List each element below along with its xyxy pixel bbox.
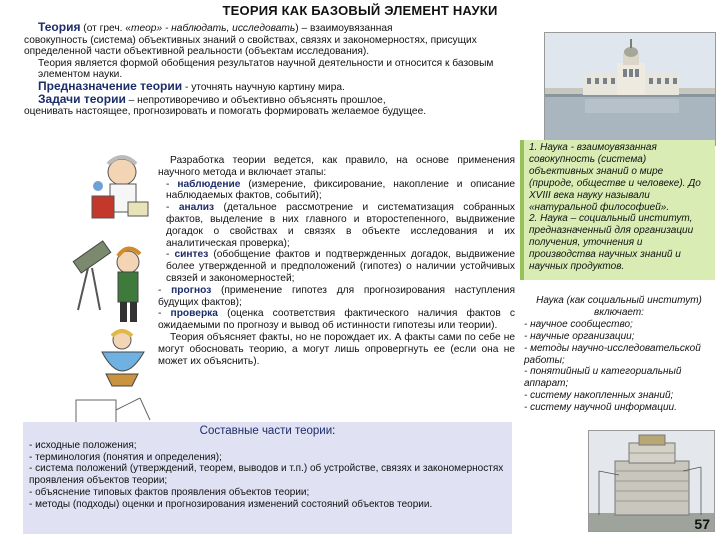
list-item: - научные организации; [524, 330, 635, 342]
list-item: - объяснение типовых фактов проявления объектов теории; [29, 486, 310, 498]
tasks-text-2: оценивать настоящее, прогнозировать и помогать формировать желаемое будущее. [24, 106, 427, 118]
method-keyword: анализ [178, 202, 215, 214]
list-item: - методы (подходы) оценки и прогнозирования изменений состояний объектов теории. [29, 498, 433, 510]
purpose-term: Предназначение теории [38, 78, 183, 93]
list-item: - исходные положения; [29, 439, 137, 451]
science-institute-list [524, 295, 714, 414]
method-keyword: синтез [174, 249, 209, 261]
list-item: - систему накопленных знаний; [524, 390, 674, 402]
theory-components-box [23, 422, 512, 534]
method-item: - прогноз (применение гипотез для прогнозирования наступления будущих фактов); [158, 284, 515, 308]
components-heading-suffix: : [332, 425, 336, 437]
theory-term: Теория [38, 20, 81, 34]
scientists-clipart [70, 150, 158, 440]
tasks-term: Задачи теории [38, 91, 126, 106]
purpose-text: - уточнять научную картину мира. [182, 81, 345, 93]
page-number: 57 [694, 516, 710, 532]
method-item: - проверка (оценка соответствия фактического наличия фактов с ожидаемыми по прогнозу и вывод об истинности гипотезы или теории). [158, 308, 515, 332]
list-item: - научное сообщество; [524, 318, 633, 330]
list-item: - методы научно-исследовательской работы; [524, 342, 701, 366]
science-def-1: 1. Наука - взаимоувязанная совокупность (система) объективных знаний о мире (природе, обществе и человеке). До XVIII века науку называли «натуральной философией». [529, 142, 701, 213]
method-keyword: проверка [170, 308, 218, 320]
tasks-text: – непротиворечиво и объективно объяснять прошлое, [125, 94, 386, 106]
etym-post: ) – взаимоувязанная [295, 23, 393, 34]
theory-definition: совокупность (система) объективных знаний о свойствах, связях и закономерностях, присущих определенной части объективной реальности (объектам исследования). [24, 34, 477, 58]
method-keyword: наблюдение [177, 178, 241, 190]
method-closing: Теория объясняет факты, но не порождает их. А факты сами по себе не могут обосновать теорию, а могут лишь опровергнуть ее (если она не может их объяснить). [158, 331, 515, 367]
components-heading: Составные части теории [199, 425, 333, 437]
intro-section [24, 22, 529, 118]
science-def-2: 2. Наука – социальный институт, предназначенный для организации получения, уточнения и производства научных знаний и научных продуктов. [529, 213, 694, 273]
method-keyword: прогноз [171, 284, 212, 296]
list-item: - систему научной информации. [524, 402, 677, 414]
etym-pre: (от греч. « [83, 23, 131, 34]
science-definition-box [520, 140, 715, 280]
list-item: - терминология (понятия и определения); [29, 451, 222, 463]
method-item: - анализ (детальное рассмотрение и систематизация собранных фактов, выделение в них главного и второстепенного, выдвижение догадок о свойствах и связях в объекте исследования и их аналитическая проверка); [166, 202, 515, 249]
theory-form: Теория является формой обобщения результатов научной деятельности и относится к базовым элементом науки. [38, 57, 494, 81]
list-item: - система положений (утверждений, теорем, выводов и т.п.) об устройстве, связях и закономерностях проявления объектов теории; [29, 463, 504, 487]
method-lead: Разработка теории ведется, как правило, на основе применения научного метода и включает этапы: [158, 155, 515, 178]
etym-word: теор» - наблюдать, исследовать [130, 23, 296, 34]
science-institute-heading: Наука (как социальный институт) включает: [536, 295, 702, 318]
method-section [158, 155, 515, 367]
list-item: - понятийный и категориальный аппарат; [524, 366, 682, 390]
page-title: ТЕОРИЯ КАК БАЗОВЫЙ ЭЛЕМЕНТ НАУКИ [222, 3, 498, 18]
method-item: - синтез (обобщение фактов и подтвержденных догадок, выдвижение более утвержденной и предположений (гипотез) о наличии устойчивых связей и закономерностей; [166, 249, 515, 284]
kunstkamera-photo [544, 32, 716, 146]
method-item: - наблюдение (измерение, фиксирование, накопление и описание наблюдаемых фактов, событий); [166, 178, 516, 202]
